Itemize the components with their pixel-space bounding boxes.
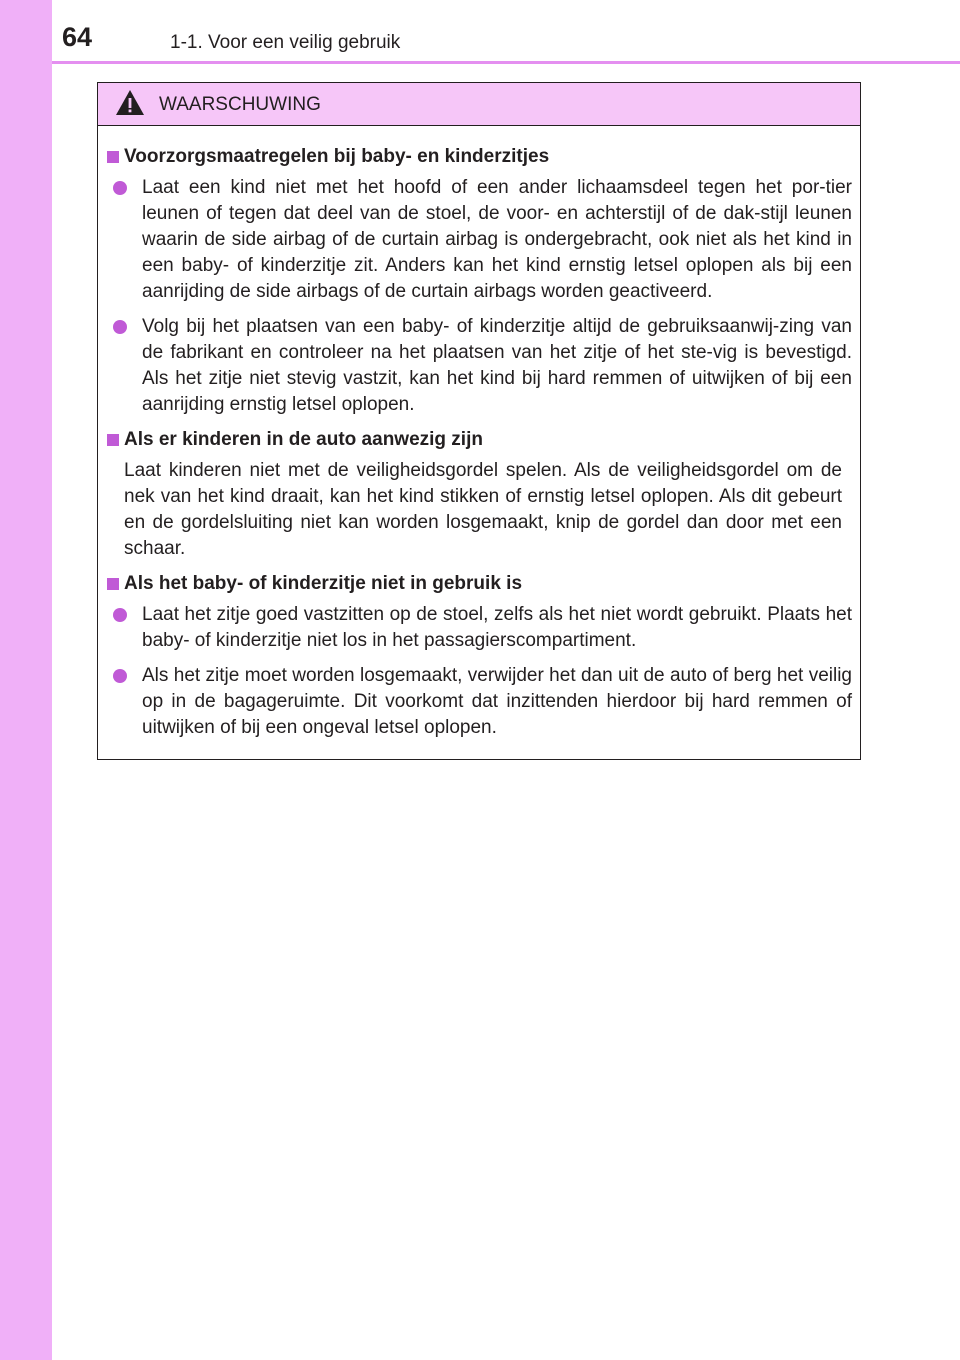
section-title: 1-1. Voor een veilig gebruik (170, 32, 401, 53)
section-heading (104, 571, 852, 597)
list-item-text: Volg bij het plaatsen van een baby- of kinderzitje altijd de gebruiksaanwij-zing van de fabrikant en controleer na het plaatsen van het zitje of het ste-vig is bevestigd. Als het zitje niet stevig vastzit, kan het kind bij hard remmen of uitwijken of bij een aanrijding ernstig letsel oplopen. (142, 316, 852, 415)
warning-header (98, 83, 860, 126)
list-item (104, 175, 852, 305)
section-heading-text: Voorzorgsmaatregelen bij baby- en kinderzitjes (124, 146, 550, 167)
list-item-text: Laat het zitje goed vastzitten op de stoel, zelfs als het niet wordt gebruikt. Plaats het baby- of kinderzitje niet los in het passagierscompartiment. (142, 604, 852, 651)
round-bullet-icon (113, 608, 127, 622)
section-heading (104, 144, 852, 170)
header-rule (52, 61, 960, 64)
square-bullet-icon (107, 578, 119, 590)
warning-title: WAARSCHUWING (159, 94, 321, 115)
round-bullet-icon (113, 181, 127, 195)
list-item (104, 602, 852, 654)
warning-body (98, 126, 860, 741)
warning-triangle-icon (115, 89, 145, 116)
section-heading (104, 427, 852, 453)
square-bullet-icon (107, 151, 119, 163)
list-item (104, 314, 852, 418)
page-number: 64 (62, 22, 93, 52)
square-bullet-icon (107, 434, 119, 446)
section-paragraph: Laat kinderen niet met de veiligheidsgordel spelen. Als de veiligheidsgordel om de nek van het kind draait, kan het kind stikken of ernstig letsel oplopen. Als dit gebeurt en de gordelsluiting niet kan worden losgemaakt, knip de gordel dan door met een schaar. (124, 460, 842, 559)
section-heading-text: Als het baby- of kinderzitje niet in gebruik is (124, 573, 523, 594)
list-item (104, 663, 852, 741)
section-heading-text: Als er kinderen in de auto aanwezig zijn (124, 429, 483, 450)
list-item-text: Laat een kind niet met het hoofd of een ander lichaamsdeel tegen het por-tier leunen of tegen dat deel van de stoel, de voor- en achterstijl of de dak-stijl leunen waarin de side airbag of de curtain airbag is ondergebracht, ook niet als het kind in een baby- of kinderzitje zit. Anders kan het kind ernstig letsel oplopen als bij een aanrijding de side airbags of de curtain airbags worden geactiveerd. (142, 177, 852, 302)
list-item-text: Als het zitje moet worden losgemaakt, verwijder het dan uit de auto of berg het veilig op in de bagageruimte. Dit voorkomt dat inzittenden hierdoor bij hard remmen of uitwijken of bij een ongeval letsel oplopen. (142, 665, 852, 738)
warning-box (97, 82, 861, 760)
side-color-band (0, 0, 52, 1360)
round-bullet-icon (113, 669, 127, 683)
round-bullet-icon (113, 320, 127, 334)
